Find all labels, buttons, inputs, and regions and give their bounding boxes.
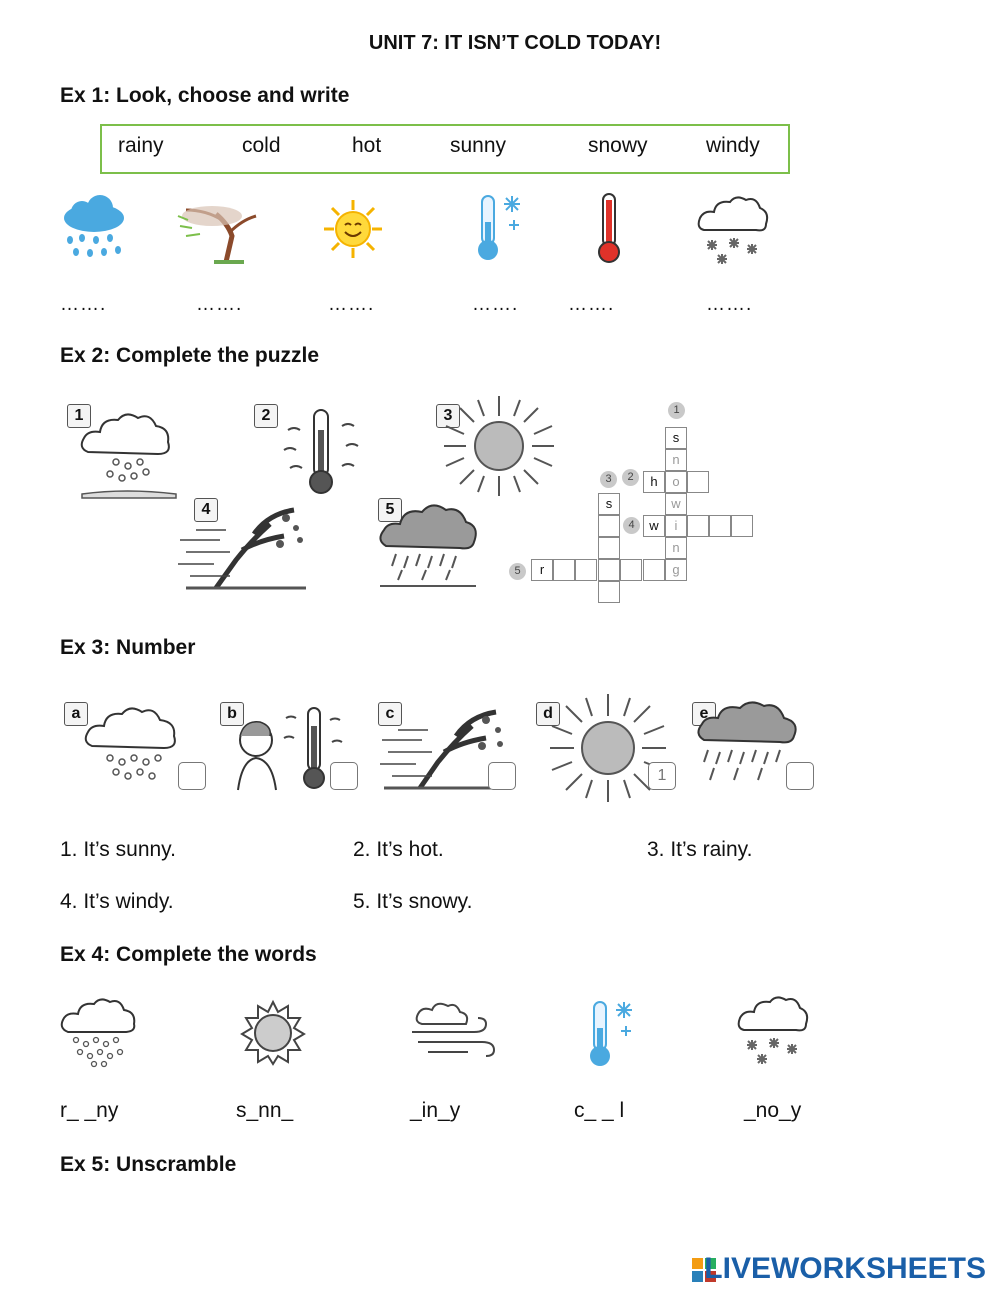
picture-label: 2 (254, 404, 278, 428)
answer-blank[interactable]: ……. (328, 294, 375, 315)
sentence: 1. It’s sunny. (60, 838, 176, 861)
missing-letters-word[interactable]: r_ _ny (60, 1099, 119, 1122)
puzzle-cell[interactable]: g (665, 559, 687, 581)
wind-icon (408, 1002, 498, 1060)
ex5-heading: Ex 5: Unscramble (60, 1153, 237, 1176)
picture-label: 1 (67, 404, 91, 428)
word-bank-item: cold (242, 134, 281, 157)
answer-box[interactable] (488, 762, 516, 790)
sun-icon (322, 198, 384, 260)
answer-box[interactable] (178, 762, 206, 790)
clue-number: 4 (623, 517, 640, 534)
sentence: 3. It’s rainy. (647, 838, 753, 861)
sentence: 5. It’s snowy. (353, 890, 473, 913)
ex2-heading: Ex 2: Complete the puzzle (60, 344, 320, 367)
puzzle-cell[interactable]: r (531, 559, 553, 581)
answer-blank[interactable]: ……. (706, 294, 753, 315)
rain-cloud-icon (376, 500, 480, 590)
sentence: 4. It’s windy. (60, 890, 174, 913)
answer-blank[interactable]: ……. (196, 294, 243, 315)
answer-box[interactable] (330, 762, 358, 790)
page-title: UNIT 7: IT ISN’T COLD TODAY! (368, 32, 662, 54)
thermometer-icon (280, 406, 366, 496)
liveworksheets-logo: LIVEWORKSHEETS (704, 1252, 986, 1285)
word-bank-item: sunny (450, 134, 507, 157)
puzzle-cell[interactable] (731, 515, 753, 537)
word-bank-item: windy (706, 134, 760, 157)
sun-icon (240, 1000, 306, 1064)
puzzle-cell[interactable] (709, 515, 731, 537)
picture-label: d (536, 702, 560, 726)
missing-letters-word[interactable]: _no_y (744, 1099, 802, 1122)
puzzle-cell[interactable]: s (598, 493, 620, 515)
snow-cloud-icon (694, 194, 772, 268)
picture-label: 3 (436, 404, 460, 428)
missing-letters-word[interactable]: _in_y (410, 1099, 461, 1122)
ex1-heading: Ex 1: Look, choose and write (60, 84, 350, 107)
puzzle-cell[interactable]: i (665, 515, 687, 537)
answer-blank[interactable]: ……. (568, 294, 615, 315)
picture-label: 4 (194, 498, 218, 522)
windy-tree-icon (176, 196, 262, 264)
clue-number: 3 (600, 471, 617, 488)
puzzle-cell[interactable]: w (643, 515, 665, 537)
sentence: 2. It’s hot. (353, 838, 444, 861)
puzzle-cell[interactable]: n (665, 537, 687, 559)
answer-blank[interactable]: ……. (472, 294, 519, 315)
puzzle-cell[interactable] (598, 581, 620, 603)
picture-label: c (378, 702, 402, 726)
puzzle-cell[interactable]: w (665, 493, 687, 515)
puzzle-cell[interactable] (687, 471, 709, 493)
clue-number: 5 (509, 563, 526, 580)
answer-box[interactable] (786, 762, 814, 790)
puzzle-cell[interactable] (687, 515, 709, 537)
answer-box[interactable]: 1 (648, 762, 676, 790)
snow-cloud-icon (76, 408, 184, 500)
word-bank-item: rainy (118, 134, 164, 157)
missing-letters-word[interactable]: c_ _ l (574, 1099, 625, 1122)
puzzle-cell[interactable]: n (665, 449, 687, 471)
rain-cloud-icon (60, 196, 130, 266)
picture-label: b (220, 702, 244, 726)
word-bank-item: hot (352, 134, 382, 157)
ex3-heading: Ex 3: Number (60, 636, 196, 659)
puzzle-cell[interactable] (620, 559, 642, 581)
windy-tree-icon (176, 500, 312, 592)
sun-icon (440, 394, 558, 498)
snow-cloud-icon (58, 996, 142, 1068)
cold-thermometer-icon (472, 192, 528, 264)
picture-label: 5 (378, 498, 402, 522)
puzzle-cell[interactable] (598, 559, 620, 581)
puzzle-cell[interactable] (643, 559, 665, 581)
cold-thermometer-icon (584, 998, 640, 1070)
picture-label: e (692, 702, 716, 726)
puzzle-cell[interactable] (598, 537, 620, 559)
clue-number: 2 (622, 469, 639, 486)
puzzle-cell[interactable]: o (665, 471, 687, 493)
answer-blank[interactable]: ……. (60, 294, 107, 315)
puzzle-cell[interactable]: s (665, 427, 687, 449)
word-bank (100, 124, 790, 174)
missing-letters-word[interactable]: s_nn_ (236, 1099, 294, 1122)
hot-thermometer-icon (594, 192, 624, 264)
puzzle-cell[interactable] (553, 559, 575, 581)
clue-number: 1 (668, 402, 685, 419)
snow-cloud-icon (734, 994, 812, 1068)
puzzle-cell[interactable] (575, 559, 597, 581)
ex4-heading: Ex 4: Complete the words (60, 943, 317, 966)
puzzle-cell[interactable]: h (643, 471, 665, 493)
puzzle-cell[interactable] (598, 515, 620, 537)
picture-label: a (64, 702, 88, 726)
word-bank-item: snowy (588, 134, 648, 157)
